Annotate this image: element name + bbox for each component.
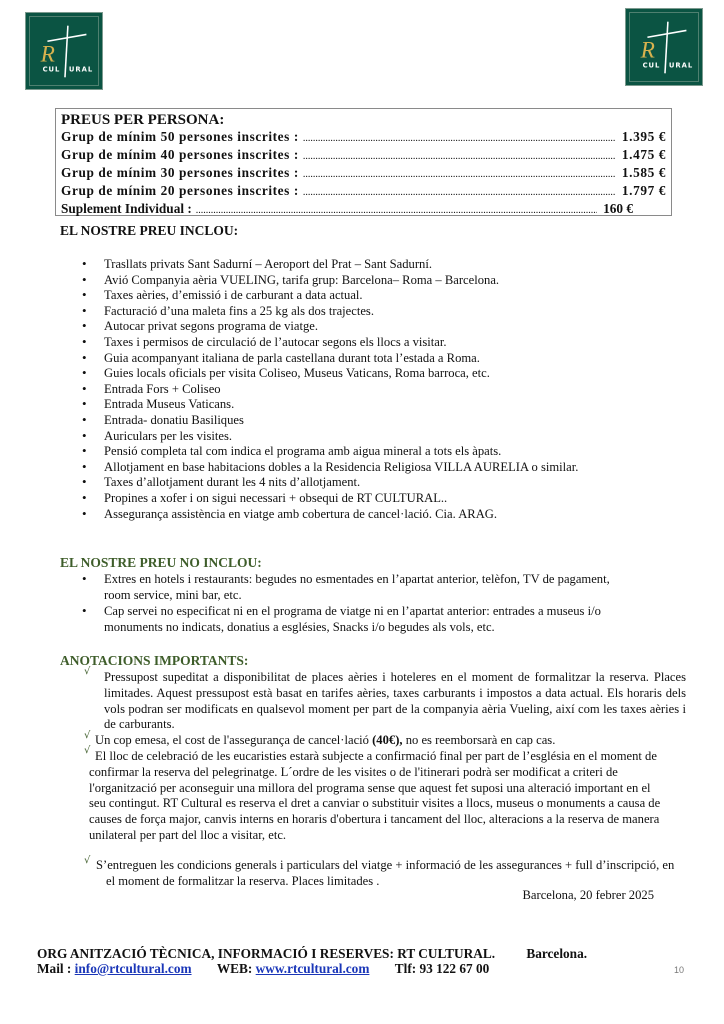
price-title: PREUS PER PERSONA: (61, 112, 225, 128)
price-row (61, 183, 666, 201)
mail-label: Mail : (37, 961, 72, 976)
list-item: • Facturació d’una maleta fins a 25 kg als dos trajectes. (82, 304, 578, 320)
not-includes-title: EL NOSTRE PREU NO INCLOU: (60, 555, 262, 570)
note-amount: (40€), (372, 733, 403, 747)
list-item: • Autocar privat segons programa de viatge. (82, 319, 578, 335)
note-item: S’entreguen les condicions generals i particulars del viatge + informació de les assegurances + full d’inscripció, en el moment de formalitzar la reserva. Places limitades . (96, 858, 675, 888)
footer-org: ORG ANITZACIÓ TÈCNICA, INFORMACIÓ I RESERVES: RT CULTURAL. (37, 946, 496, 961)
notes-title: ANOTACIONS IMPORTANTS: (60, 653, 249, 668)
price-row (61, 165, 666, 183)
note-item: Pressupost supeditat a disponibilitat de places aèries i hoteleres en el moment de formalitzar la reserva. Places limitades. Aquest pressupost està basat en tarifes aèries, taxes carburants i impostos a data actual. Els horaris dels vols podran ser modificats en qualsevol moment per part de la companyia aèria Vueling, així com les taxes aèries i de carburants. (104, 670, 686, 732)
list-item: • Guia acompanyant italiana de parla castellana durant tota l’estada a Roma. (82, 351, 578, 367)
price-row (61, 147, 666, 165)
list-item: • Taxes i permisos de circulació de l’autocar segons els llocs a visitar. (82, 335, 578, 351)
note-item (95, 733, 695, 749)
list-item: • Entrada Museus Vaticans. (82, 397, 578, 413)
note-text: Un cop emesa, el cost de l'assegurança de cancel·lació (95, 733, 373, 747)
price-label: Grup de mínim 20 persones inscrites : (61, 183, 299, 198)
includes-title: EL NOSTRE PREU INCLOU: (60, 223, 239, 238)
list-item: • Propines a xofer i on sigui necessari + obsequi de RT CULTURAL.. (82, 491, 578, 507)
svg-text:URAL: URAL (68, 65, 94, 74)
dot-leader (196, 203, 597, 219)
footer-city: Barcelona. (526, 946, 588, 961)
rt-cultural-logo-icon (626, 9, 702, 85)
check-icon: √ (84, 666, 91, 677)
list-item: • Taxes aèries, d’emissió i de carburant a data actual. (82, 288, 578, 304)
list-item: • Guies locals oficials per visita Coliseo, Museus Vaticans, Roma barroca, etc. (82, 366, 578, 382)
rt-cultural-logo (625, 8, 703, 86)
email-link[interactable]: info@rtcultural.com (74, 961, 192, 976)
rt-cultural-logo (25, 12, 103, 90)
list-item: • Assegurança assistència en viatge amb cobertura de cancel·lació. Cia. ARAG. (82, 507, 578, 523)
price-value: 1.585 € (621, 165, 666, 180)
svg-text:R: R (40, 41, 55, 68)
dot-leader (303, 131, 616, 147)
page-number: 10 (674, 965, 685, 975)
footer-line-2 (37, 961, 489, 977)
check-icon: √ (84, 730, 91, 741)
price-row (61, 129, 666, 147)
price-value: 1.797 € (621, 183, 666, 198)
web-label: WEB: (216, 961, 253, 976)
price-label: Grup de mínim 30 persones inscrites : (61, 165, 299, 180)
price-label: Grup de mínim 50 persones inscrites : (61, 129, 299, 144)
list-item: • Taxes d’allotjament durant les 4 nits d’allotjament. (82, 475, 578, 491)
check-icon: √ (84, 855, 91, 866)
list-item: • Entrada Fors + Coliseo (82, 382, 578, 398)
list-item: • Avió Companyia aèria VUELING, tarifa grup: Barcelona– Roma – Barcelona. (82, 273, 578, 289)
supplement-row (61, 201, 633, 219)
not-includes-list (82, 572, 622, 636)
list-item: • Cap servei no especificat ni en el programa de viatge ni en l’apartat anterior: entrades a museus i/o monuments no indicats, donatius a esglésies, Snacks i/o begudes als vols, etc. (82, 604, 622, 635)
dot-leader (303, 167, 616, 183)
list-item: • Extres en hotels i restaurants: begudes no esmentades en l’apartat anterior, telèfon, TV de pagament, room service, mini bar, etc. (82, 572, 622, 603)
dot-leader (303, 185, 616, 201)
date-line: Barcelona, 20 febrer 2025 (522, 888, 654, 902)
website-link[interactable]: www.rtcultural.com (255, 961, 370, 976)
rt-cultural-logo-icon (26, 13, 102, 89)
note-item: El lloc de celebració de les eucaristies estarà subjecte a confirmació final per part de l’església en el moment de confirmar la reserva del pelegrinatge. L´ordre de les visites o de l'itinerari podrà ser modificat a criteri de l'organització per aconseguir una millora del programa sense que aquest fet suposi una alteració important en el seu contingut. RT Cultural es reserva el dret a canviar o substituir visites a llocs, museus o monuments a causa de causes de força major, canvis interns en horaris d'obertura i tancament del lloc, alteracions a la reserva de manera unilateral per part del lloc a visitar, etc. (89, 749, 661, 842)
footer-line-1 (37, 946, 587, 962)
svg-text:R: R (640, 37, 655, 64)
list-item: • Entrada- donatiu Basiliques (82, 413, 578, 429)
price-table (55, 108, 672, 216)
svg-text:URAL: URAL (668, 61, 694, 70)
list-item: • Allotjament en base habitacions dobles a la Residencia Religiosa VILLA AURELIA o similar. (82, 460, 578, 476)
check-icon: √ (84, 745, 91, 756)
price-value: 1.395 € (621, 129, 666, 144)
list-item: • Auriculars per les visites. (82, 429, 578, 445)
svg-text:CUL: CUL (42, 65, 61, 74)
svg-text:CUL: CUL (642, 61, 661, 70)
price-value: 1.475 € (621, 147, 666, 162)
note-text: no es reemborsarà en cap cas. (402, 733, 556, 747)
list-item: • Trasllats privats Sant Sadurní – Aeroport del Prat – Sant Sadurní. (82, 257, 578, 273)
price-label: Grup de mínim 40 persones inscrites : (61, 147, 299, 162)
list-item: • Pensió completa tal com indica el programa amb aigua mineral a tots els àpats. (82, 444, 578, 460)
supplement-value: 160 € (603, 201, 633, 216)
phone-number: Tlf: 93 122 67 00 (394, 961, 490, 976)
includes-list (82, 257, 578, 522)
dot-leader (303, 149, 616, 165)
supplement-label: Suplement Individual : (61, 201, 192, 216)
